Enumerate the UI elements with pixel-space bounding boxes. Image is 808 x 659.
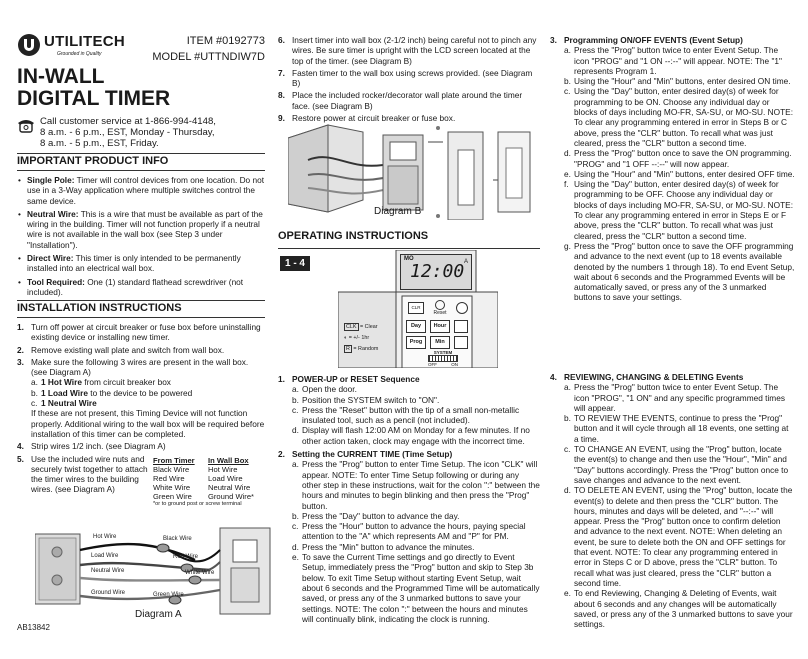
table-row: [153, 465, 271, 474]
wire-from-timer: Green Wire: [153, 492, 192, 501]
wire-in-wall-box: Neutral Wire: [208, 483, 251, 492]
operating-steps: [278, 374, 540, 626]
table-row: [153, 483, 271, 492]
diagram-a-illustration: [35, 520, 273, 620]
brand-logo: [17, 32, 147, 58]
install-step-3: 3. Make sure the following 3 wires are present in the wall box. (see Diagram A) a. 1 Hot Wire from circuit breaker box b. 1 Load Wire to the device to be powered c. 1 Neutral Wire If these are not present, this Timing Device will not function properly. Additional wiring to the wall box will be required before installation of this timer can be completed.: [17, 356, 265, 439]
model-number: MODEL #UTTNDIW7D: [152, 51, 265, 63]
prog-button[interactable]: Prog: [406, 336, 426, 349]
badge-steps: 1 - 4: [280, 256, 310, 271]
operating-step-4: 4. REVIEWING, CHANGING & DELETING Events a. Press the "Prog" button twice to enter Event Setup. The icon "PROG", "1 ON" and any specific programmed times will appear. b. TO REVIEW THE EVENTS, continue to press the "Prog" button and it will cycle through all 18 events, one setting at a time. c. TO CHANGE AN EVENT, using the "Prog" button, locate the event(s) to change and then use the "Hour", "Min" and "Day" buttons accordingly. Press the "Prog" button once to save changes and advance to the next event. d. TO DELETE AN EVENT, using the "Prog" button, locate the event(s) to delete and then press the "CLR" button. The hours, minutes and days will be deleted, and "--:--" will appear. Press the "Prog" button once to confirm deletion and advance to the next event. NOTE: When deleting an event, be sure to delete both the ON and OFF settings for that event. NOTE: To clear any programming entered in error in Steps C or D above, press the "CLR" button. To recall what was just cleared, press the "CLR" button a second time. e. To end Reviewing, Changing & Deleting of Events, wait about 6 seconds and any changes will be automatically saved, or press any of the 3 unmarked buttons to save your settings.: [550, 372, 793, 630]
button-legend: CLK = Clear ◐ = +/- 1hr R = Random: [344, 324, 379, 352]
install-step-5: 5. Use the included wire nuts and securely twist together to attach the timer wires to the building wires. (see Diagram A): [17, 453, 148, 495]
unmarked-button[interactable]: [454, 336, 468, 349]
wire-in-wall-box: Load Wire: [208, 474, 243, 483]
wire-in-wall-box: Ground Wire*: [208, 492, 255, 501]
lcd-time: 12:00: [410, 261, 465, 282]
label-hot-wire: Hot Wire: [93, 534, 117, 540]
list-item: • Direct Wire: This timer is only intended to be permanently installed into an electrical wall box.: [17, 253, 265, 274]
lcd-am: A: [463, 259, 468, 265]
install-step-8: 8. Place the included rocker/decorator wall plate around the timer face. (see Diagram B): [278, 90, 523, 111]
min-button[interactable]: Min: [430, 336, 450, 349]
system-switch[interactable]: SYSTEM OFF ON: [428, 350, 458, 367]
table-row: [153, 474, 271, 483]
install-step-6: 6. Insert timer into wall box (2-1/2 inch) being careful not to pinch any wires. Be sure timer is upright with the LCD screen located at the top of the timer. (see Diagram B): [278, 35, 537, 66]
clk-button[interactable]: CLR: [408, 302, 424, 314]
hour-button[interactable]: Hour: [430, 320, 450, 333]
wire-table: From Timer In Wall Box Black Wire Hot Wire Red Wire Load Wire White Wire Neutral Wire Green Wire Ground Wire* *or to ground post or screw terminal: [153, 456, 271, 508]
operating-step-1: 1. POWER-UP or RESET Sequence a. Open the door. b. Position the SYSTEM switch to "ON". c. Press the "Reset" button with the tip of a small non-metallic insulated tool, such as a pencil (not included). d. Display will flash 12:00 AM on Monday for a few minutes. If no other action taken, clock may engage with the incorrect time.: [278, 374, 530, 446]
document-code: AB13842: [17, 623, 50, 632]
label-ground-wire: Ground Wire: [91, 590, 126, 596]
list-item: • Tool Required: One (1) standard flathead screwdriver (not included).: [17, 277, 265, 298]
list-item: • Neutral Wire: This is a wire that must be available as part of the wiring in the building. Timer will not function properly if a neutral wire is not available in the wall box (see Step 3 under "Installation").: [17, 209, 265, 250]
reset-hole-icon: [435, 300, 445, 310]
install-step-7: 7. Fasten timer to the wall box using screws provided. (see Diagram B): [278, 67, 533, 89]
install-heading: INSTALLATION INSTRUCTIONS: [17, 302, 182, 314]
label-black-wire: Black Wire: [163, 536, 192, 542]
list-item: • Single Pole: Timer will control devices from one location. Do not use in a 3-Way application where multiple switches control the same device.: [17, 175, 265, 206]
divider: [17, 153, 265, 154]
install-step-2: 2. Remove existing wall plate and switch from wall box.: [17, 344, 225, 355]
operating-step-2: 2. Setting the CURRENT TIME (Time Setup) a. Press the "Prog" button to enter Time Setup. The icon "CLK" will appear. NOTE: To enter Time Setup following or during any other step in these instructions, wait for the colon ":" between the hours and minutes to begin blinking and then press the "Prog" button. b. Press the "Day" button to advance the day. c. Press the "Hour" button to advance the hours, paying special attention to the "A" which represents AM and "P" for PM. d. Press the "Min" button to advance the minutes. e. To save the Current Time settings and go directly to Event Setup, immediately press the "Prog" button and skip to Step 3b below. To exit Time Setup without starting Event Setup, wait about 6 seconds and the Programmed Time will be automatically saved, or press any of the 3 unmarked buttons to save your settings. NOTE: The colon ":" between the hours and minutes will continually blink, indicating the clock is running.: [278, 449, 540, 624]
wire-in-wall-box: Hot Wire: [208, 465, 238, 474]
wire-table-note: *or to ground post or screw terminal: [153, 501, 242, 507]
divider: [17, 317, 265, 318]
install-step-9: 9. Restore power at circuit breaker or fuse box.: [278, 113, 456, 124]
item-number: ITEM #0192773: [186, 35, 265, 47]
label-neutral-wire: Neutral Wire: [91, 568, 125, 574]
wire-from-timer: White Wire: [153, 483, 191, 492]
diagram-a: [35, 520, 273, 620]
operating-steps-continued: [550, 35, 795, 305]
day-button[interactable]: Day: [406, 320, 426, 333]
timer-illustration: [338, 250, 498, 368]
brand-tagline: Grounded in Quality: [57, 51, 102, 57]
operating-steps-review: [550, 372, 795, 631]
table-row: [153, 492, 271, 501]
important-list: [17, 175, 265, 300]
diagram-b-label: Diagram B: [374, 206, 422, 217]
operating-heading: OPERATING INSTRUCTIONS: [278, 230, 429, 242]
reset-button[interactable]: Reset: [430, 300, 450, 316]
unmarked-button[interactable]: [456, 302, 468, 314]
install-step-4: 4. Strip wires 1/2 inch. (see Diagram A): [17, 441, 166, 452]
utilitech-logo-icon: [17, 33, 41, 57]
divider: [17, 170, 265, 171]
lcd-display: [400, 254, 472, 290]
install-steps-continued: [278, 35, 540, 125]
label-load-wire: Load Wire: [91, 553, 119, 559]
label-white-wire: White Wire: [185, 570, 215, 576]
wire-from-timer: Black Wire: [153, 465, 190, 474]
brand-name: UTILITECH: [44, 33, 126, 50]
diagram-b-illustration: [288, 120, 533, 220]
diagram-a-label: Diagram A: [135, 609, 182, 620]
divider: [17, 300, 265, 301]
divider: [278, 248, 540, 249]
wire-from-timer: Red Wire: [153, 474, 185, 483]
dst-icon: ◐: [344, 335, 348, 341]
page-title: IN-WALL DIGITAL TIMER: [17, 65, 171, 110]
install-step-1: 1. Turn off power at circuit breaker or fuse box before uninstalling existing device or installing new timer.: [17, 322, 261, 343]
unmarked-button[interactable]: [454, 320, 468, 333]
label-green-wire: Green Wire: [153, 592, 184, 598]
phone-icon: [17, 117, 35, 135]
operating-step-3: 3. Programming ON/OFF EVENTS (Event Setup) a. Press the "Prog" button twice to enter Event Setup. The icon "PROG" and "1 ON --:--" will appear. NOTE: The "1" represents Program 1. b. Using the "Hour" and "Min" buttons, enter desired ON time. c. Using the "Day" button, enter desired day(s) of week for programming to be ON. Choose any individual day or blocks of days including MO-FR, SA-SU, or MO-SU. NOTE: To clear any programming entered in error in Steps B or C above, press the "CLR" button. To recall what was just cleared, press the "CLR" button a second time. d. Press the "Prog" button once to save the ON programming. "PROG" and "1 OFF --:--" will now appear. e. Using the "Hour" and "Min" buttons, enter desired OFF time. f. Using the "Day" button, enter desired day(s) of week for programming to be OFF. Choose any individual day or blocks of days including MO-FR, SA-SU, or MO-SU. NOTE: To clear any programming entered in error in Steps E or F above, press the "CLR" button. To recall what was just cleared, press the "CLR" button a second time. g. Press the "Prog" button once to save the OFF programming and advance to the next event (up to 18 events available denoted by the numbers 1 through 18). To end Event Setup, wait about 6 seconds and the Programmed Events will be automatically saved, or press any of the 3 unmarked buttons to save your settings.: [550, 35, 795, 303]
lcd-day: MO: [404, 256, 414, 262]
important-heading: IMPORTANT PRODUCT INFO: [17, 155, 169, 167]
label-red-wire: Red Wire: [173, 554, 199, 560]
diagram-b: [288, 120, 533, 220]
customer-service: Call customer service at 1-866-994-4148, 8 a.m. - 6 p.m., EST, Monday - Thursday, 8 a.m. - 5 p.m., EST, Friday.: [40, 116, 216, 149]
